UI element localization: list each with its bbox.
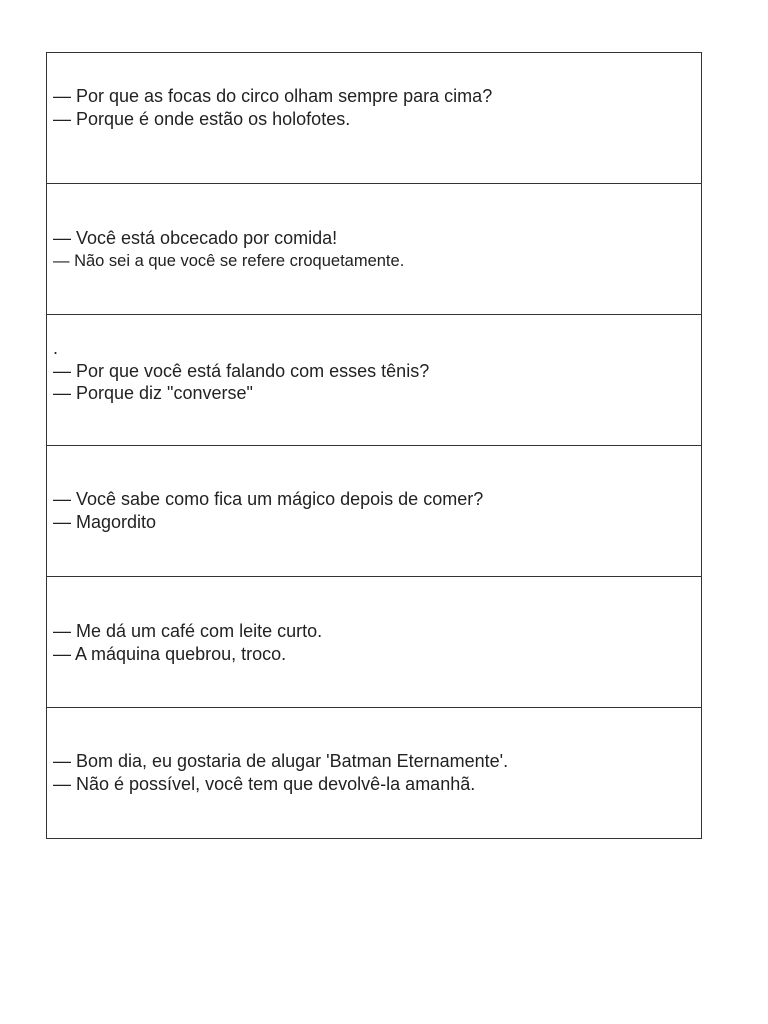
joke-answer: — Não sei a que você se refere croquetamente. xyxy=(53,251,405,270)
joke-answer: — Não é possível, você tem que devolvê-la amanhã. xyxy=(53,773,476,794)
joke-text xyxy=(53,227,695,272)
joke-cell-1 xyxy=(47,53,701,184)
joke-cell-6 xyxy=(47,708,701,838)
joke-text xyxy=(53,337,695,405)
joke-answer: — A máquina quebrou, troco. xyxy=(53,643,287,664)
jokes-table xyxy=(46,52,702,839)
joke-question: — Bom dia, eu gostaria de alugar 'Batman Eternamente'. xyxy=(53,751,509,771)
joke-cell-2 xyxy=(47,184,701,315)
joke-question: — Você sabe como fica um mágico depois de comer? xyxy=(53,489,484,509)
joke-answer: — Porque diz "converse" xyxy=(53,383,253,403)
joke-cell-3 xyxy=(47,315,701,446)
joke-question: — Por que você está falando com esses tênis? xyxy=(53,360,430,381)
joke-cell-4 xyxy=(47,446,701,577)
joke-answer: — Porque é onde estão os holofotes. xyxy=(53,108,351,129)
joke-question: — Me dá um café com leite curto. xyxy=(53,621,323,641)
joke-question: — Por que as focas do circo olham sempre para cima? xyxy=(53,86,493,106)
joke-question: — Você está obcecado por comida! xyxy=(53,228,338,248)
joke-text xyxy=(53,488,695,533)
joke-text xyxy=(53,85,695,130)
joke-text xyxy=(53,750,695,795)
joke-cell-5 xyxy=(47,577,701,708)
joke-answer: — Magordito xyxy=(53,511,157,532)
joke-text xyxy=(53,620,695,665)
joke-dot: . xyxy=(53,338,59,358)
